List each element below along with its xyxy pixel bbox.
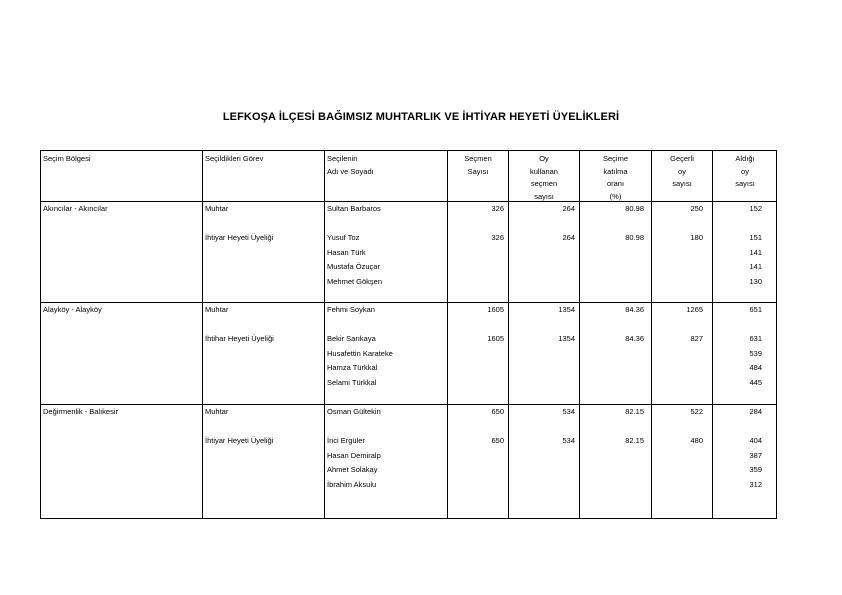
member-name-cell: Hasan Türk	[327, 247, 366, 257]
member-votes-cell: 312	[749, 479, 762, 489]
voters-cell: 326	[491, 233, 504, 242]
valid-cell: 522	[690, 407, 703, 416]
turnout-cell: 80.98	[625, 204, 644, 213]
member-votes-cell: 141	[749, 247, 762, 257]
turnout-cell: 82.15	[625, 436, 644, 445]
header-region: Seçim Bölgesi	[43, 154, 91, 163]
member-votes-cell: 631	[749, 334, 762, 343]
region-cell: Değirmenlik - Balıkesir	[43, 407, 119, 416]
voters-cell: 650	[491, 436, 504, 445]
page-title: LEFKOŞA İLÇESİ BAĞIMSIZ MUHTARLIK VE İHTİYAR HEYETİ ÜYELİKLERİ	[222, 111, 620, 123]
member-votes-cell: 359	[749, 465, 762, 474]
member-votes-cell: 141	[749, 262, 762, 271]
region-cell: Alayköy - Alayköy	[43, 305, 102, 314]
name-cell: Fehmi Soykan	[327, 305, 375, 314]
used-cell: 264	[562, 204, 575, 213]
header-used: Oy kullanan seçmen sayısı	[530, 154, 558, 201]
valid-cell: 827	[690, 334, 703, 343]
role-cell: Muhtar	[205, 204, 229, 213]
header-turnout: Seçime katılma oranı (%)	[602, 154, 628, 201]
member-votes-cell: 130	[749, 276, 762, 286]
role-cell: İhtiyar Heyeti Üyeliği	[205, 233, 274, 242]
valid-cell: 480	[690, 436, 703, 445]
valid-cell: 180	[690, 233, 703, 242]
member-votes-cell: 445	[749, 377, 762, 387]
row-divider	[41, 404, 776, 405]
voters-cell: 1605	[487, 305, 504, 314]
valid-cell: 250	[690, 204, 703, 213]
member-name-cell: Mustafa Özuçar	[327, 262, 380, 271]
member-name-cell: İbrahim Aksulu	[327, 479, 377, 489]
used-cell: 534	[562, 407, 575, 416]
name-cell: Sultan Barbaros	[327, 204, 381, 213]
header-role: Seçildikleri Görev	[205, 154, 264, 163]
election-results-table	[40, 150, 777, 519]
column-divider	[651, 151, 652, 518]
turnout-cell: 84.36	[625, 334, 644, 343]
member-votes-cell: 404	[749, 436, 762, 445]
role-cell: Muhtar	[205, 407, 229, 416]
member-votes-cell: 387	[749, 450, 762, 460]
turnout-cell: 82.15	[625, 407, 644, 416]
column-divider	[579, 151, 580, 518]
header-name: Seçilenin Adı ve Soyadı	[327, 154, 374, 176]
region-cell: Akıncılar - Akıncılar	[43, 204, 108, 213]
name-cell: Osman Gültekin	[327, 407, 381, 416]
role-cell: İhtihar Heyeti Üyeliği	[205, 334, 274, 343]
member-name-cell: Ahmet Solakay	[327, 465, 378, 474]
member-votes-cell: 151	[749, 233, 762, 242]
member-name-cell: Hamza Türkkal	[327, 363, 378, 372]
valid-cell: 1265	[686, 305, 703, 314]
used-cell: 1354	[558, 305, 575, 314]
header-votes: Aldığı oy sayısı	[735, 154, 755, 188]
voters-cell: 326	[491, 204, 504, 213]
voters-cell: 1605	[487, 334, 504, 343]
used-cell: 1354	[558, 334, 575, 343]
row-divider	[41, 302, 776, 303]
member-name-cell: Selami Türkkal	[327, 377, 377, 387]
row-divider	[41, 201, 776, 202]
used-cell: 264	[562, 233, 575, 242]
votes-cell: 651	[749, 305, 762, 314]
turnout-cell: 80.98	[625, 233, 644, 242]
column-divider	[447, 151, 448, 518]
member-name-cell: Hasan Demiralp	[327, 450, 381, 460]
member-name-cell: Husafettin Karateke	[327, 348, 393, 358]
header-voters: Seçmen Sayısı	[464, 154, 492, 176]
turnout-cell: 84.36	[625, 305, 644, 314]
member-votes-cell: 484	[749, 363, 762, 372]
member-name-cell: İnci Ergüler	[327, 436, 365, 445]
column-divider	[508, 151, 509, 518]
member-name-cell: Yusuf Toz	[327, 233, 360, 242]
voters-cell: 650	[491, 407, 504, 416]
member-votes-cell: 539	[749, 348, 762, 358]
column-divider	[202, 151, 203, 518]
role-cell: Muhtar	[205, 305, 229, 314]
header-valid: Geçerli oy sayısı	[670, 154, 694, 188]
votes-cell: 152	[749, 204, 762, 213]
member-name-cell: Bekir Sarıkaya	[327, 334, 376, 343]
column-divider	[712, 151, 713, 518]
used-cell: 534	[562, 436, 575, 445]
votes-cell: 284	[749, 407, 762, 416]
role-cell: İhtiyar Heyeti Üyeliği	[205, 436, 274, 445]
column-divider	[324, 151, 325, 518]
member-name-cell: Mehmet Gökşen	[327, 276, 383, 286]
